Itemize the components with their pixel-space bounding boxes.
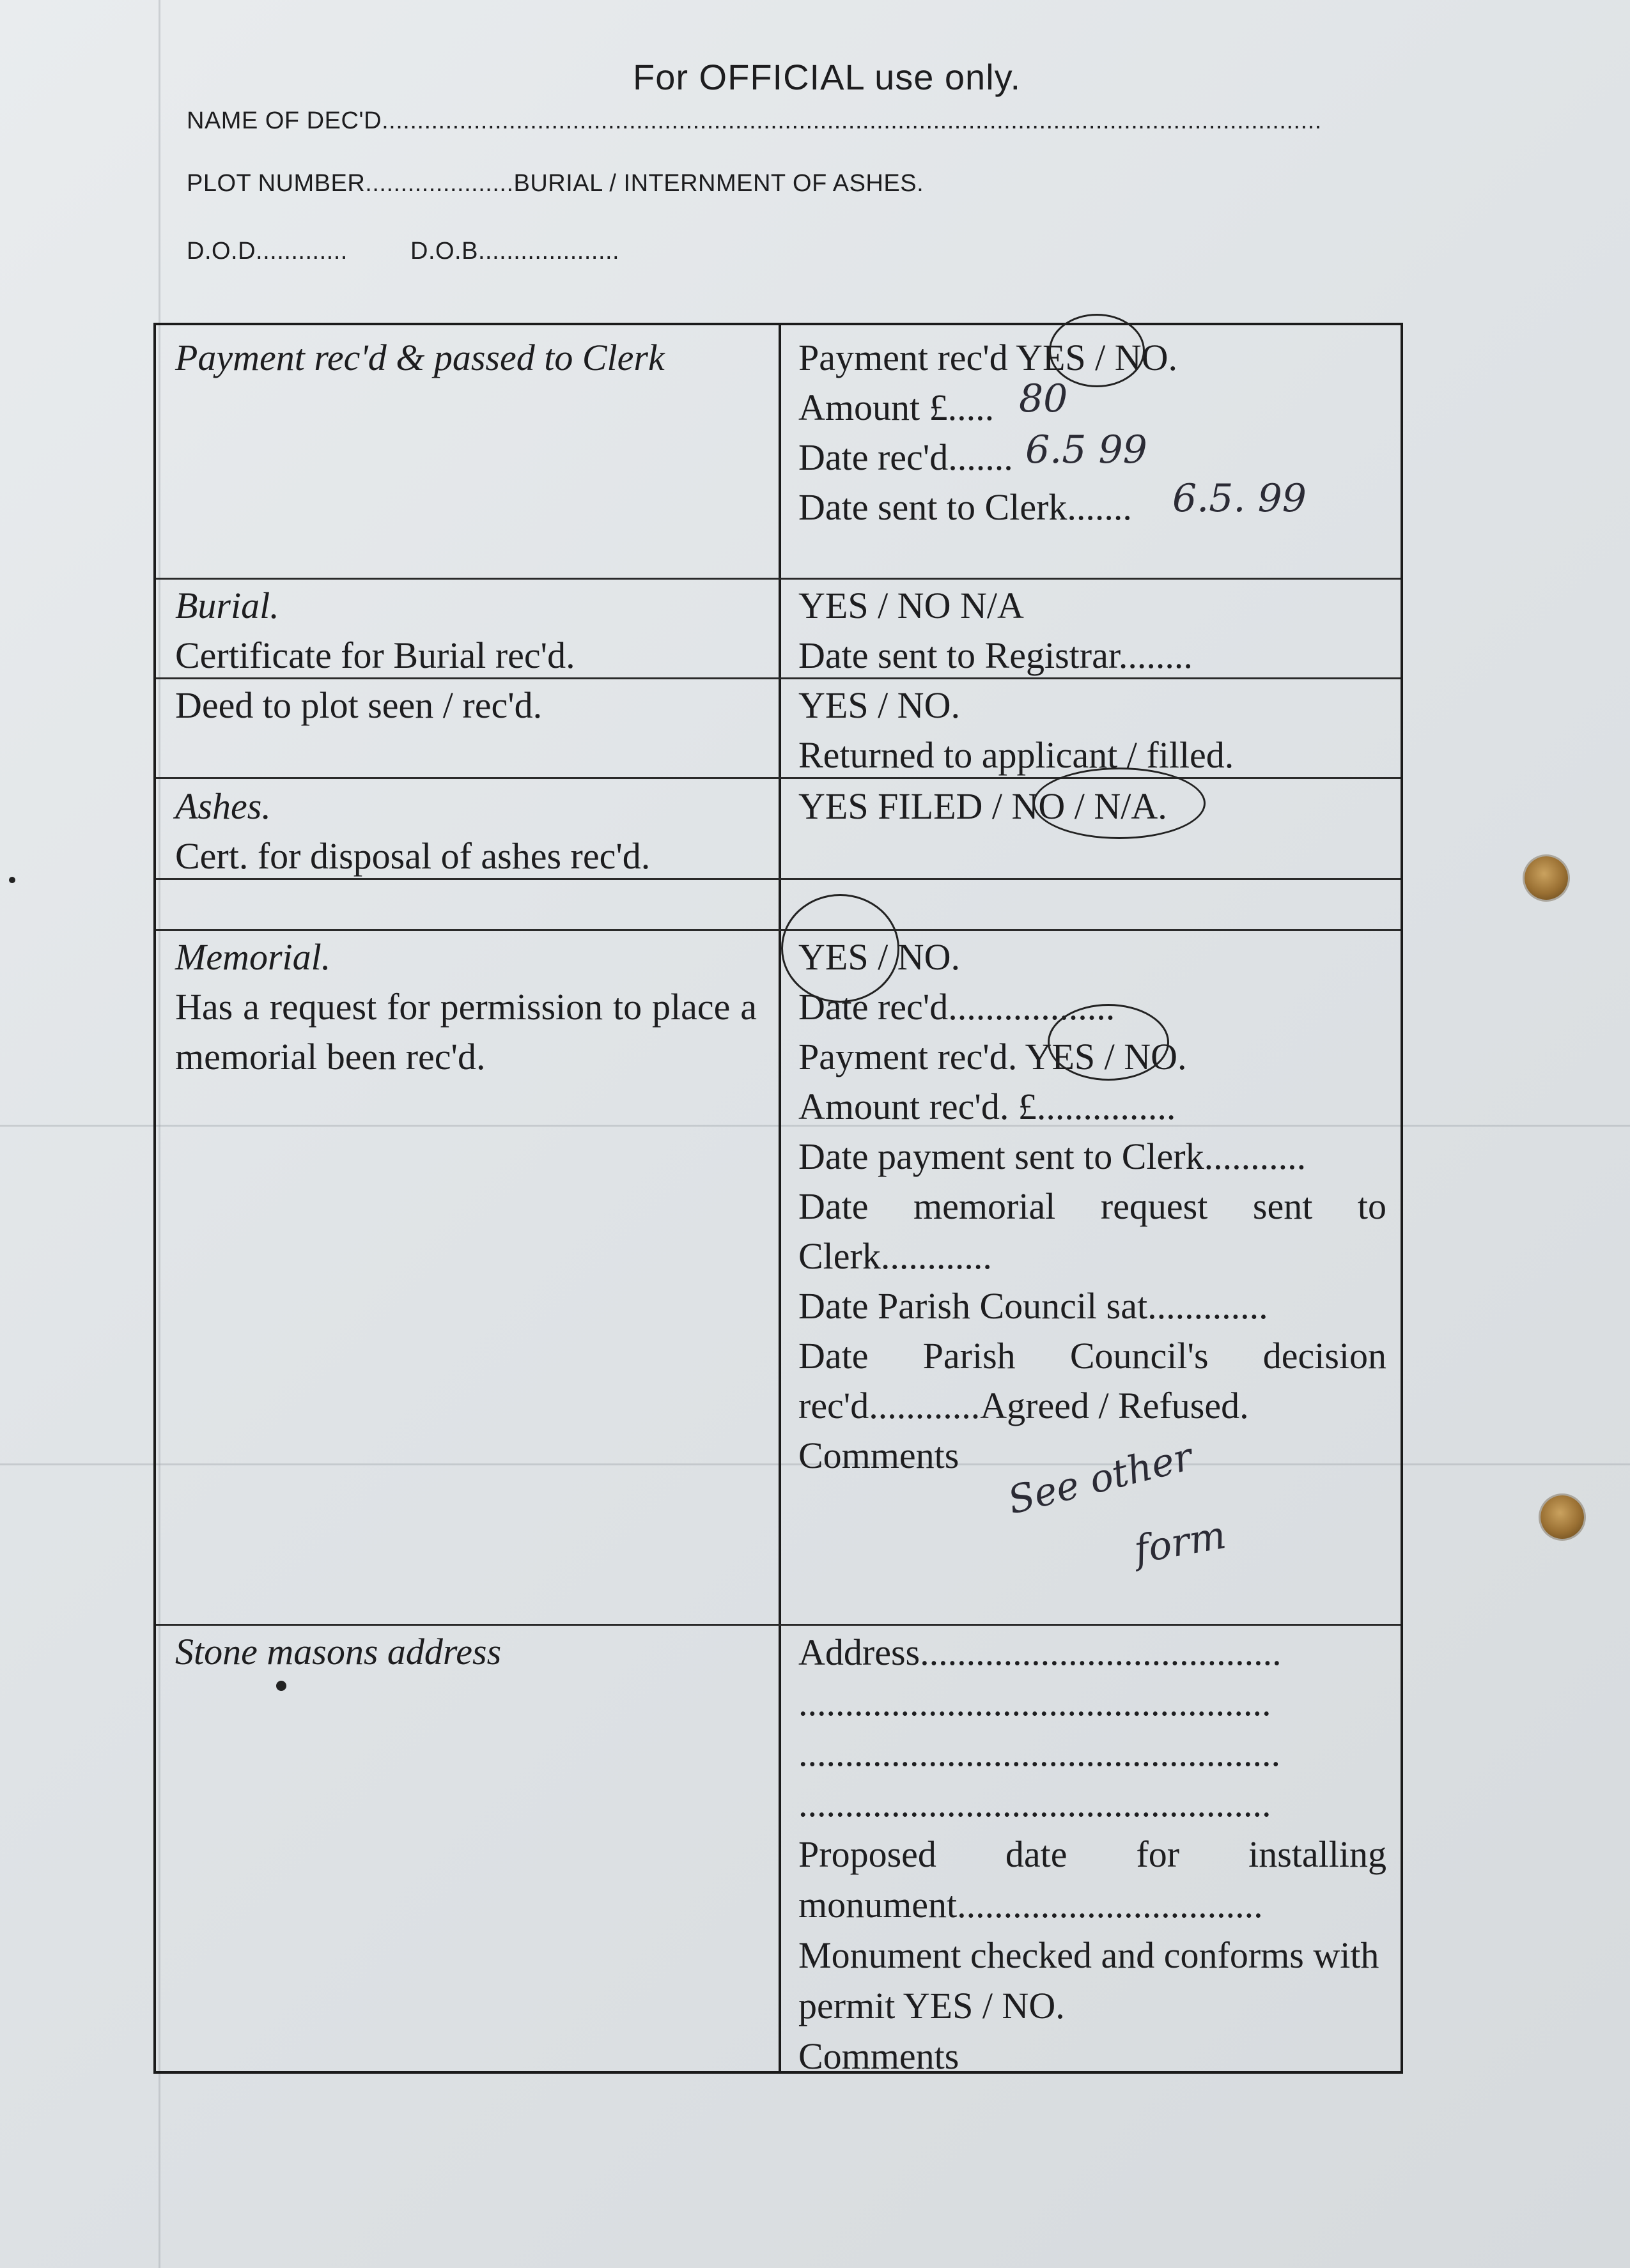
burial-heading: Burial. xyxy=(175,585,279,626)
punch-hole xyxy=(1541,1495,1584,1539)
memorial-payment-recd: Payment rec'd. YES / NO. xyxy=(798,1036,1187,1077)
stone-address-line: .................................................... xyxy=(798,1732,1280,1774)
memorial-amount-recd: Amount rec'd. £............... xyxy=(798,1086,1176,1127)
handwritten-amount: 80 xyxy=(1019,376,1068,421)
dob-label: D.O.B.................... xyxy=(410,238,620,265)
ashes-row-label xyxy=(175,782,757,881)
memorial-heading: Memorial. xyxy=(175,936,331,978)
deed-yes-no: YES / NO. xyxy=(798,684,960,726)
memorial-yes-circle-mark xyxy=(781,894,899,1003)
payment-date-sent-to-clerk: Date sent to Clerk....... xyxy=(798,486,1132,528)
stone-address-line: ................................................... xyxy=(798,1682,1271,1724)
memorial-request-text: Has a request for permission to place a memorial been rec'd. xyxy=(175,986,757,1077)
ashes-heading: Ashes. xyxy=(175,785,271,827)
payment-date-recd: Date rec'd....... xyxy=(798,436,1013,478)
memorial-row-label xyxy=(175,932,757,1082)
ashes-row-fields: YES FILED / NO / N/A. xyxy=(798,785,1167,827)
memorial-comments-label: Comments xyxy=(798,1435,959,1476)
dod-label: D.O.D............. xyxy=(187,238,348,265)
memorial-council-decision: Date Parish Council's decision rec'd............Agreed / Refused. xyxy=(798,1335,1386,1426)
burial-internment-label: BURIAL / INTERNMENT OF ASHES. xyxy=(513,170,924,197)
punch-hole xyxy=(1525,856,1568,900)
monument-conforms-permit: Monument checked and conforms with permit YES / NO. xyxy=(798,1934,1379,2026)
column-divider xyxy=(779,325,781,2071)
official-use-table xyxy=(153,323,1403,2077)
memorial-date-request-sent: Date memorial request sent to Clerk............ xyxy=(798,1185,1386,1277)
row-divider xyxy=(156,1624,1401,1626)
stone-comments-label: Comments xyxy=(798,2035,959,2077)
handwritten-comment-line1: See other xyxy=(1003,1434,1197,1524)
plot-number-label: PLOT NUMBER..................... xyxy=(187,170,514,197)
memorial-date-payment-sent: Date payment sent to Clerk........... xyxy=(798,1136,1307,1177)
handwritten-date-sent: 6.5. 99 xyxy=(1172,476,1307,521)
dob-field xyxy=(410,238,619,265)
burial-date-sent-registrar: Date sent to Registrar........ xyxy=(798,635,1193,676)
payment-row-label: Payment rec'd & passed to Clerk xyxy=(175,337,665,378)
burial-certificate-text: Certificate for Burial rec'd. xyxy=(175,635,575,676)
row-divider xyxy=(156,578,1401,580)
deed-row-fields xyxy=(798,681,1386,780)
row-divider xyxy=(156,929,1401,931)
memorial-payment-yes-circle-mark xyxy=(1048,1004,1169,1081)
memorial-yes-no: YES / NO. xyxy=(798,936,960,978)
stone-masons-row-fields xyxy=(798,1627,1386,2081)
name-of-deceased-label: NAME OF DEC'D..................................................................................................................................... xyxy=(187,107,1322,134)
burial-yes-no-na: YES / NO N/A xyxy=(798,585,1024,626)
deed-row-label: Deed to plot seen / rec'd. xyxy=(175,684,543,726)
ashes-certificate-text: Cert. for disposal of ashes rec'd. xyxy=(175,835,651,877)
name-of-deceased-field xyxy=(187,107,1322,135)
dod-field xyxy=(187,238,348,265)
handwritten-date-received: 6.5 99 xyxy=(1025,428,1147,472)
memorial-date-council-sat: Date Parish Council sat............. xyxy=(798,1285,1268,1327)
no-na-circle-mark xyxy=(1033,768,1206,839)
plot-number-field xyxy=(187,170,924,197)
payment-amount: Amount £..... xyxy=(798,387,995,428)
stone-address-line: Address....................................... xyxy=(798,1632,1282,1673)
form-title: For OFFICIAL use only. xyxy=(633,57,1021,97)
ink-dot xyxy=(9,877,15,883)
stone-masons-row-label: Stone masons address xyxy=(175,1631,502,1672)
stone-address-line: ................................................... xyxy=(798,1783,1271,1824)
burial-row-label xyxy=(175,581,757,681)
burial-row-fields xyxy=(798,581,1386,681)
handwritten-comment-line2: form xyxy=(1131,1513,1229,1573)
proposed-install-date: Proposed date for installing monument................................. xyxy=(798,1833,1386,1925)
payment-recd-yes-no: Payment rec'd YES / NO. xyxy=(798,337,1178,378)
memorial-date-recd: Date rec'd.................. xyxy=(798,986,1115,1028)
deed-returned-to-applicant: Returned to applicant / filled. xyxy=(798,734,1234,776)
